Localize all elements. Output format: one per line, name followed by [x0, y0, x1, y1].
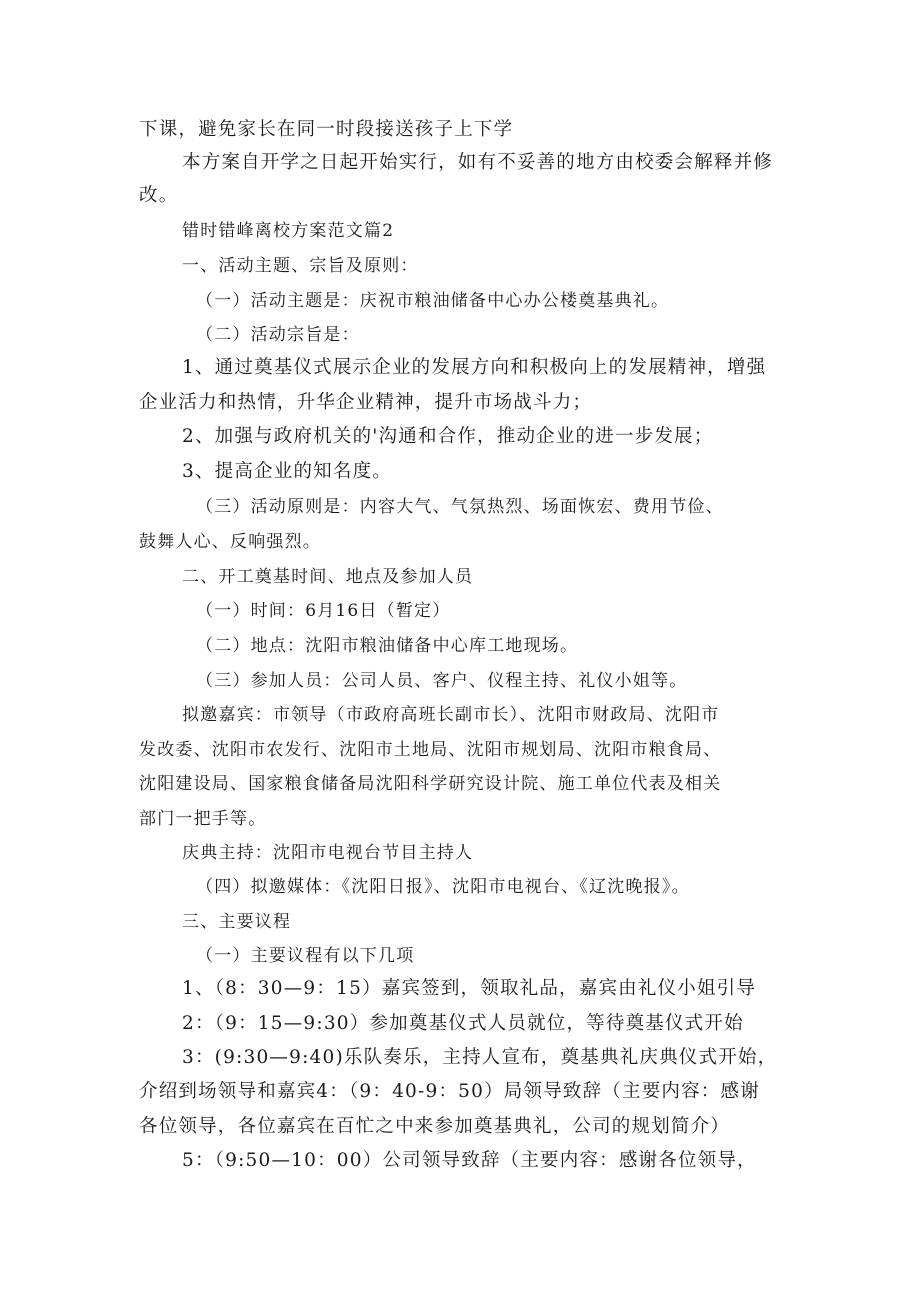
text-line-20: 沈阳建设局、国家粮食储备局沈阳科学研究设计院、施工单位代表及相关	[139, 774, 722, 794]
text-line-24: 三、主要议程	[182, 912, 292, 932]
text-line-3: 改。	[139, 185, 179, 206]
text-line-27: 2：（9：15—9:30）参加奠基仪式人员就位，等待奠基仪式开始	[182, 1013, 744, 1034]
text-line-22: 庆典主持：沈阳市电视台节目主持人	[182, 843, 474, 863]
text-line-9: 企业活力和热情，升华企业精神，提升市场战斗力；	[139, 392, 593, 413]
text-line-15: （一）时间：6月16日（暂定）	[196, 601, 451, 621]
text-line-10: 2、加强与政府机关的'沟通和合作，推动企业的进一步发展；	[182, 426, 714, 447]
text-line-14: 二、开工奠基时间、地点及参加人员	[182, 567, 474, 587]
text-line-12: （三）活动原则是：内容大气、气氛热烈、场面恢宏、费用节俭、	[196, 497, 724, 517]
text-line-31: 5：（9:50—10：00）公司领导致辞（主要内容：感谢各位领导，	[182, 1150, 757, 1171]
text-line-18: 拟邀嘉宾：市领导（市政府高班长副市长）、沈阳市财政局、沈阳市	[182, 705, 720, 725]
text-line-23: （四）拟邀媒体：《沈阳日报》、沈阳市电视台、《辽沈晚报》。	[196, 877, 690, 897]
text-line-26: 1、（8：30—9：15）嘉宾签到，领取礼品，嘉宾由礼仪小姐引导	[182, 978, 757, 999]
text-line-29: 介绍到场领导和嘉宾4：（9：40-9：50）局领导致辞（主要内容：感谢	[139, 1081, 760, 1102]
text-line-19: 发改委、沈阳市农发行、沈阳市土地局、沈阳市规划局、沈阳市粮食局、	[139, 740, 722, 760]
text-line-30: 各位领导，各位嘉宾在百忙之中来参加奠基典礼，公司的规划简介）	[139, 1116, 731, 1137]
text-line-28: 3：(9:30—9:40)乐队奏乐，主持人宣布，奠基典礼庆典仪式开始，	[182, 1047, 778, 1068]
text-line-7: （二）活动宗旨是：	[196, 325, 360, 345]
text-line-6: （一）活动主题是：庆祝市粮油储备中心办公楼奠基典礼。	[196, 291, 670, 311]
text-line-16: （二）地点：沈阳市粮油储备中心库工地现场。	[196, 636, 579, 656]
text-line-5: 一、活动主题、宗旨及原则：	[182, 256, 419, 276]
text-line-8: 1、通过奠基仪式展示企业的发展方向和积极向上的发展精神，增强	[182, 357, 767, 378]
text-line-21: 部门一把手等。	[139, 809, 267, 829]
text-line-11: 3、提高企业的知名度。	[182, 461, 392, 482]
text-line-2: 本方案自开学之日起开始实行，如有不妥善的地方由校委会解释并修	[182, 152, 774, 173]
text-line-25: （一）主要议程有以下几项	[196, 946, 415, 966]
text-line-17: （三）参加人员：公司人员、客户、仪程主持、礼仪小姐等。	[196, 671, 688, 691]
text-line-13: 鼓舞人心、反响强烈。	[139, 532, 321, 552]
section-heading: 错时错峰离校方案范文篇2	[182, 221, 395, 241]
text-line-1: 下课，避免家长在同一时段接送孩子上下学	[139, 119, 514, 140]
